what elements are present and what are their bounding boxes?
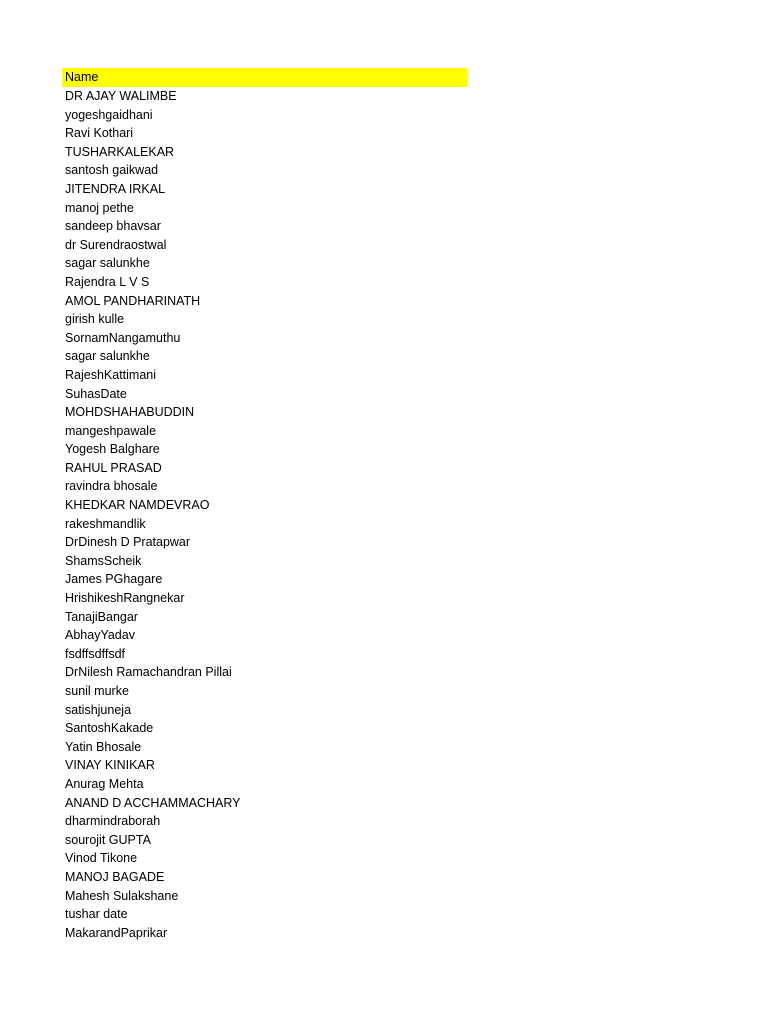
name-cell: sourojit GUPTA (65, 832, 151, 847)
spreadsheet-column (62, 68, 467, 942)
name-cell: fsdffsdffsdf (65, 646, 125, 661)
name-cell: RAHUL PRASAD (65, 460, 162, 475)
name-cell: ravindra bhosale (65, 479, 158, 494)
name-cell: tushar date (65, 907, 128, 922)
name-cell: Mahesh Sulakshane (65, 888, 179, 903)
name-cell: SornamNangamuthu (65, 330, 181, 345)
name-list (62, 87, 467, 942)
name-cell: santosh gaikwad (65, 163, 159, 178)
name-cell: sunil murke (65, 684, 129, 698)
name-cell: James PGhagare (65, 572, 163, 587)
name-cell: Yogesh Balghare (65, 442, 160, 457)
name-cell: girish kulle (65, 312, 125, 327)
name-cell: rakeshmandlik (65, 516, 146, 531)
name-cell: Ravi Kothari (65, 126, 134, 141)
name-cell: TUSHARKALEKAR (65, 144, 175, 159)
name-cell: dr Surendraostwal (65, 237, 167, 252)
name-cell: sagar salunkhe (65, 349, 150, 364)
name-cell: SantoshKakade (65, 721, 154, 736)
name-cell: Rajendra L V S (65, 274, 150, 289)
name-cell: JITENDRA IRKAL (65, 181, 166, 196)
name-cell: Anurag Mehta (65, 776, 144, 791)
name-cell: sandeep bhavsar (65, 219, 161, 234)
name-cell: MOHDSHAHABUDDIN (65, 405, 195, 420)
name-cell: VINAY KINIKAR (65, 758, 155, 773)
name-cell: DrDinesh D Pratapwar (65, 535, 191, 550)
name-cell: RajeshKattimani (65, 367, 157, 382)
name-cell: Vinod Tikone (65, 851, 138, 866)
name-cell: yogeshgaidhani (65, 107, 153, 122)
name-cell: manoj pethe (65, 200, 134, 215)
name-cell: AbhayYadav (65, 628, 135, 643)
name-cell: satishjuneja (65, 702, 132, 717)
name-cell: DrNilesh Ramachandran Pillai (65, 665, 232, 680)
name-cell: Yatin Bhosale (65, 739, 142, 754)
name-cell: TanajiBangar (65, 609, 138, 624)
name-cell: mangeshpawale (65, 423, 157, 438)
name-cell: ANAND D ACCHAMMACHARY (65, 795, 241, 810)
column-header-name: Name (62, 68, 467, 87)
name-cell: AMOL PANDHARINATH (65, 293, 201, 308)
name-cell: HrishikeshRangnekar (65, 591, 185, 606)
name-cell: ShamsScheik (65, 553, 142, 568)
name-cell: DR AJAY WALIMBE (65, 89, 177, 103)
name-cell: dharmindraborah (65, 814, 161, 829)
name-cell: sagar salunkhe (65, 256, 150, 271)
name-cell: MANOJ BAGADE (65, 869, 165, 884)
name-cell: MakarandPaprikar (65, 925, 168, 940)
name-cell: KHEDKAR NAMDEVRAO (65, 498, 210, 513)
name-cell: SuhasDate (65, 386, 127, 401)
